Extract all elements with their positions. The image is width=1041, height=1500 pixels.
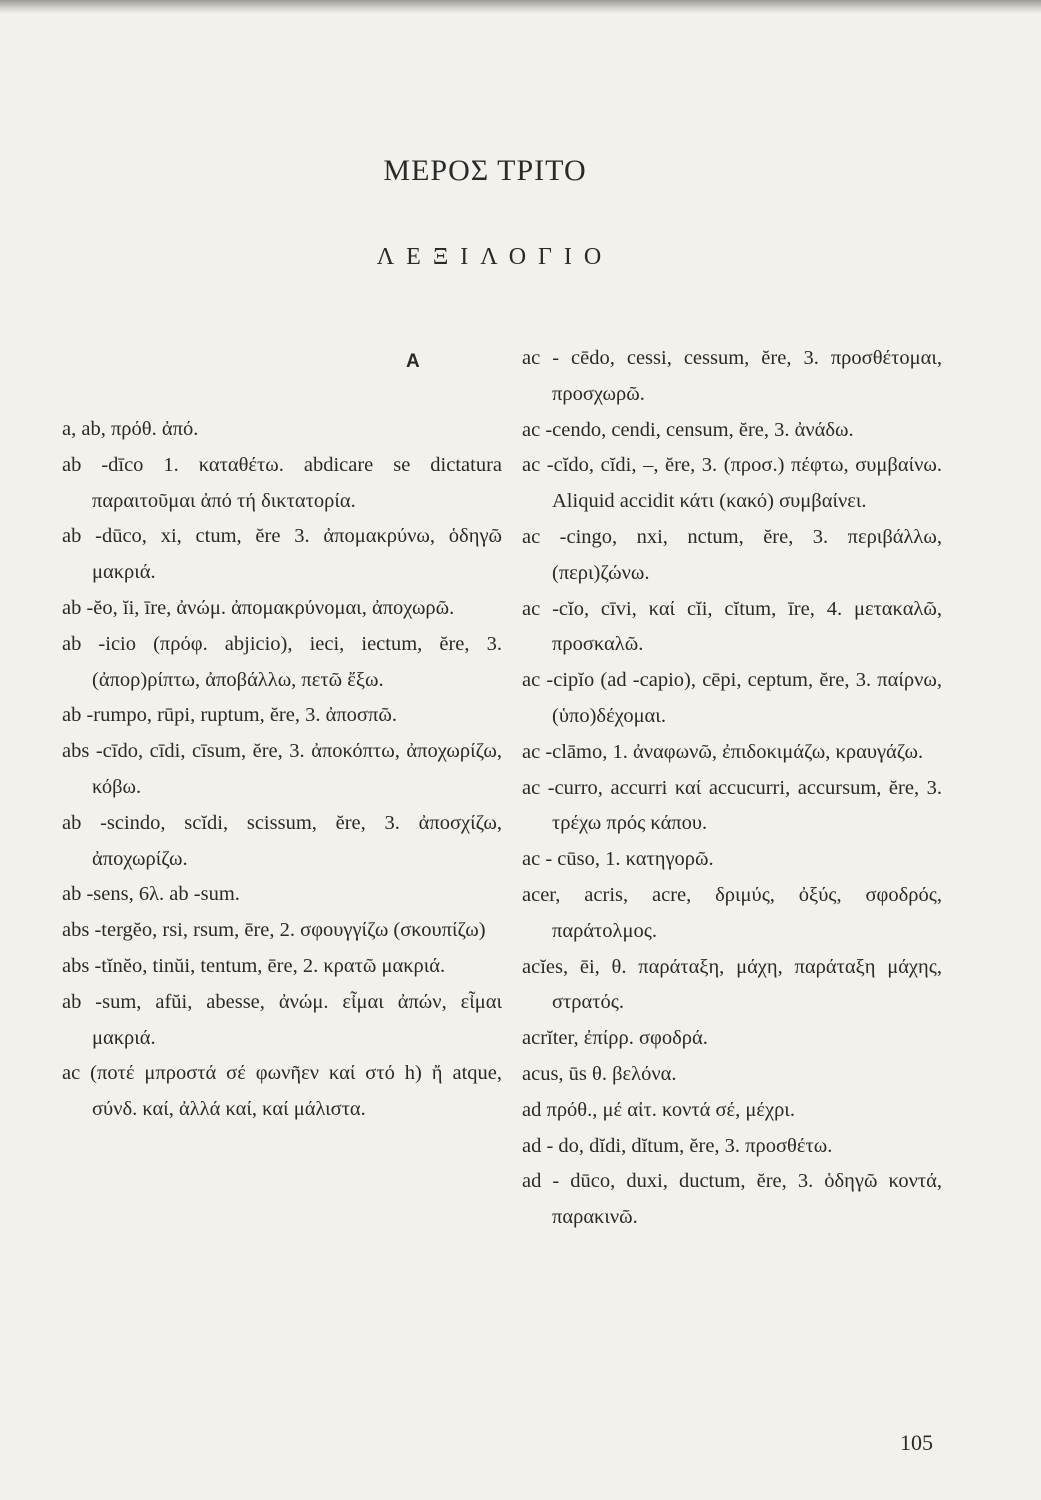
dictionary-entry: ab -sens, 6λ. ab -sum.	[62, 883, 240, 906]
dictionary-entry: ab -ĕo, ĭi, īre, ἀνώμ. ἀπομακρύνομαι, ἀποχωρῶ.	[62, 596, 455, 619]
letter-heading: A	[406, 351, 420, 372]
dictionary-entry: ac -cendo, cendi, censum, ĕre, 3. ἀνάδω.	[522, 418, 854, 441]
dictionary-entry: ad πρόθ., μέ αἰτ. κοντά σέ, μέχρι.	[522, 1098, 795, 1121]
dictionary-entry: ab -dūco, xi, ctum, ĕre 3. ἀπομακρύνω, ὁδηγῶ μακριά.	[62, 525, 502, 584]
dictionary-entry: ad - dūco, duxi, ductum, ĕre, 3. ὁδηγῶ κοντά, παρακινῶ.	[522, 1170, 942, 1229]
lexicon-title: ΛΕΞΙΛΟΓΙΟ	[376, 244, 614, 270]
part-title: ΜΕΡΟΣ ΤΡΙΤΟ	[383, 154, 587, 187]
left-column	[62, 412, 502, 1128]
dictionary-entry: abs -tĭnĕo, tinŭi, tentum, ēre, 2. κρατῶ μακριά.	[62, 954, 446, 977]
page-top-edge	[0, 0, 1041, 14]
dictionary-entry: ab -icio (πρόφ. abjicio), ieci, iectum, ĕre, 3. (ἀπορ)ρίπτω, ἀποβάλλω, πετῶ ἔξω.	[62, 632, 502, 691]
dictionary-entry: ac - cūso, 1. κατηγορῶ.	[522, 848, 714, 871]
dictionary-entry: abs -tergĕo, rsi, rsum, ēre, 2. σφουγγίζω (σκουπίζω)	[62, 919, 486, 942]
dictionary-entry: ad - do, dĭdi, dĭtum, ĕre, 3. προσθέτω.	[522, 1134, 833, 1157]
dictionary-entry: acus, ūs θ. βελόνα.	[522, 1062, 677, 1085]
dictionary-entry: ac -cĭdo, cĭdi, –, ĕre, 3. (προσ.) πέφτω, συμβαίνω. Aliquid accidit κάτι (κακό) συμβαίνει.	[522, 454, 942, 513]
dictionary-entry: acer, acris, acre, δριμύς, ὀξύς, σφοδρός, παράτολμος.	[522, 883, 942, 942]
dictionary-entry: acĭes, ēi, θ. παράταξη, μάχη, παράταξη μάχης, στρατός.	[522, 955, 942, 1014]
dictionary-entry: a, ab, πρόθ. ἀπό.	[62, 418, 199, 440]
dictionary-entry: ac -cĭo, cīvi, καί cĭi, cĭtum, īre, 4. μετακαλῶ, προσκαλῶ.	[522, 597, 942, 656]
dictionary-entry: ac - cēdo, cessi, cessum, ĕre, 3. προσθέτομαι, προσχωρῶ.	[522, 347, 942, 405]
dictionary-entry: ab -sum, afŭi, abesse, ἀνώμ. εἶμαι ἀπών, εἶμαι μακριά.	[62, 990, 502, 1049]
right-column	[522, 341, 942, 1236]
dictionary-entry: acrĭter, ἐπίρρ. σφοδρά.	[522, 1027, 708, 1050]
dictionary-entry: abs -cīdo, cīdi, cīsum, ĕre, 3. ἀποκόπτω, ἀποχωρίζω, κόβω.	[62, 740, 502, 798]
dictionary-entry: ac (ποτέ μπροστά σέ φωνῆεν καί στό h) ἤ atque, σύνδ. καί, ἀλλά καί, καί μάλιστα.	[62, 1062, 502, 1121]
dictionary-entry: ac -curro, accurri καί accucurri, accursum, ĕre, 3. τρέχω πρός κάπου.	[522, 776, 942, 835]
dictionary-entry: ab -rumpo, rūpi, ruptum, ĕre, 3. ἀποσπῶ.	[62, 704, 397, 727]
dictionary-entry: ac -clāmo, 1. ἀναφωνῶ, ἐπιδοκιμάζω, κραυγάζω.	[522, 740, 924, 763]
dictionary-entry: ac -cingo, nxi, nctum, ĕre, 3. περιβάλλω, (περι)ζώνω.	[522, 525, 942, 584]
dictionary-entry: ac -cipĭo (ad -capio), cēpi, ceptum, ĕre, 3. παίρνω, (ὑπο)δέχομαι.	[522, 669, 942, 727]
dictionary-entry: ab -dīco 1. καταθέτω. abdicare se dictatura παραιτοῦμαι ἀπό τή δικτατορία.	[62, 453, 502, 512]
page-number: 105	[900, 1430, 933, 1455]
dictionary-entry: ab -scindo, scĭdi, scissum, ĕre, 3. ἀποσχίζω, ἀποχωρίζω.	[62, 811, 502, 870]
